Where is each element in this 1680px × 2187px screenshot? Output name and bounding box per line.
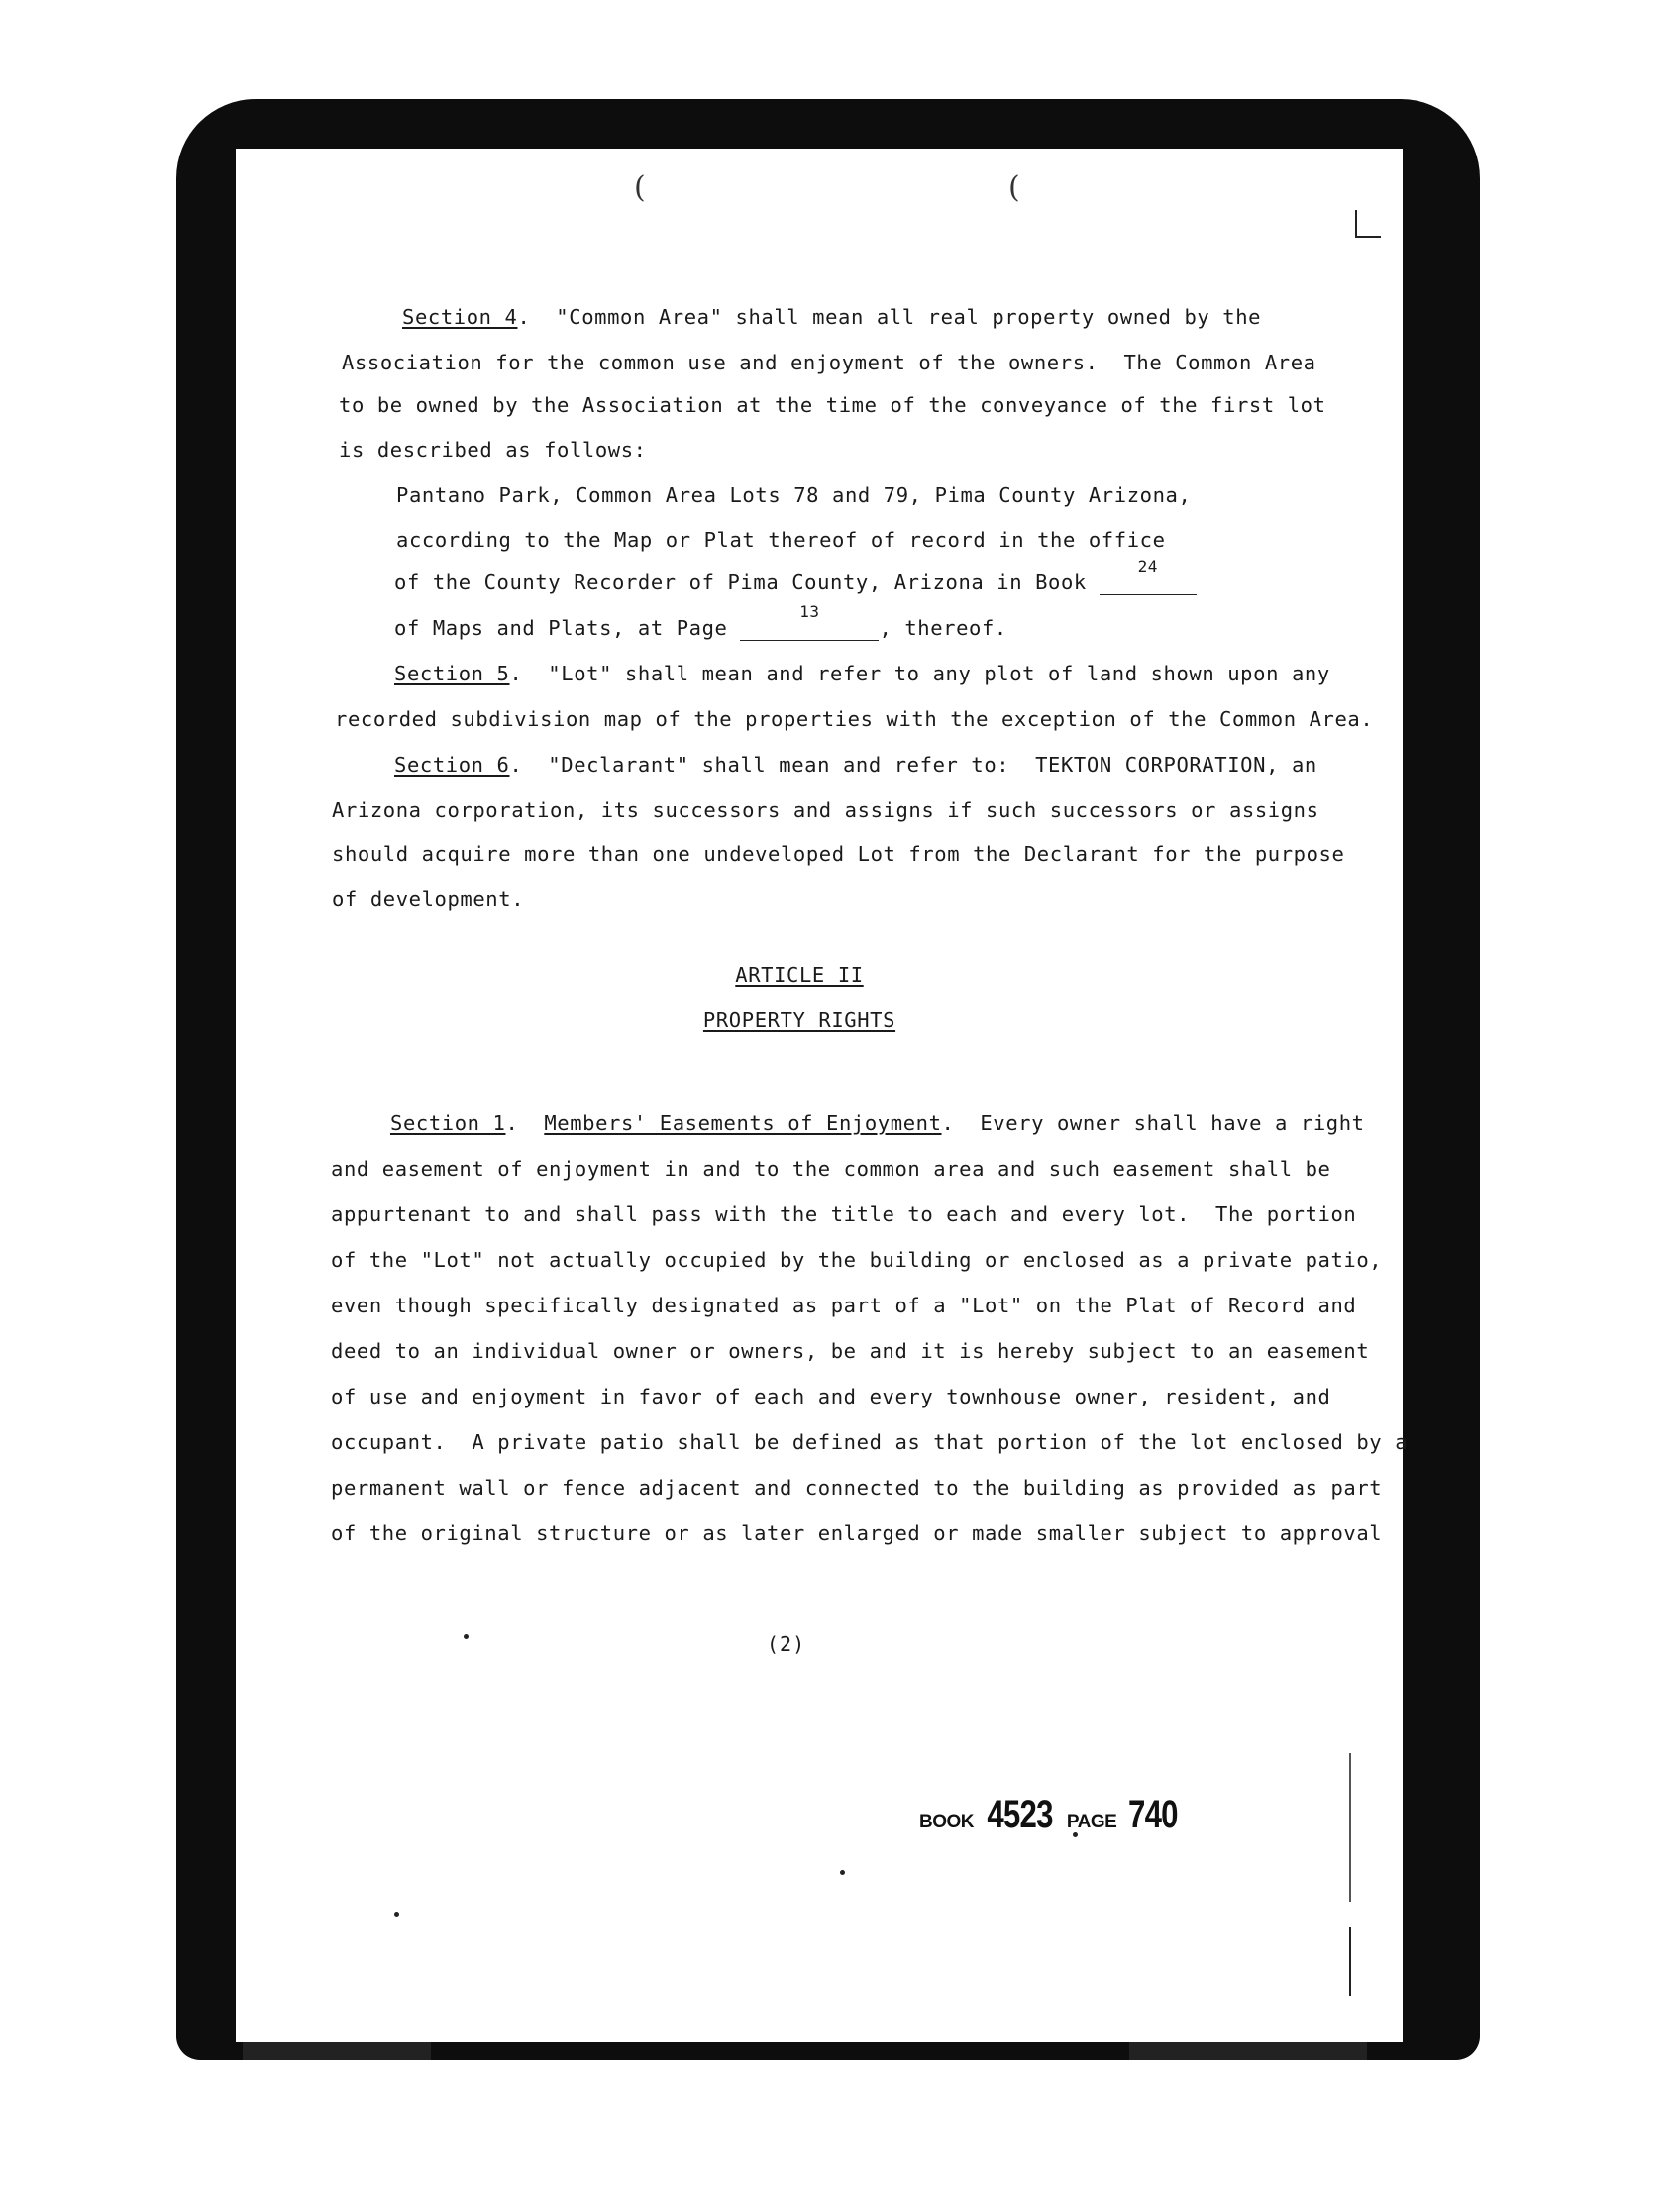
section1-line5: even though specifically designated as part of a "Lot" on the Plat of Record and (331, 1294, 1357, 1317)
section1-line3: appurtenant to and shall pass with the title to each and every lot. The portion (331, 1202, 1357, 1226)
margin-mark-right: ( (1008, 170, 1020, 205)
section6-line4: of development. (332, 887, 525, 911)
section4-desc3: of the County Recorder of Pima County, Arizona in Book 24 (394, 571, 1197, 595)
section6-line1: Section 6. "Declarant" shall mean and refer to: TEKTON CORPORATION, an (394, 753, 1317, 777)
corner-mark-base (1355, 236, 1381, 238)
section6-line3: should acquire more than one undeveloped Lot from the Declarant for the purpose (332, 842, 1345, 866)
document-page (236, 149, 1409, 2042)
book-page-stamp (919, 1793, 1185, 1837)
section1-line2: and easement of enjoyment in and to the common area and such easement shall be (331, 1157, 1331, 1181)
scan-speck (840, 1870, 845, 1875)
corner-mark (1355, 210, 1357, 238)
scan-edge-right (1129, 2040, 1367, 2060)
scan-edge-left (243, 2040, 431, 2060)
scan-speck (1073, 1832, 1078, 1837)
section1-line7: of use and enjoyment in favor of each and every townhouse owner, resident, and (331, 1385, 1331, 1408)
page-value: 740 (1127, 1793, 1178, 1836)
section4-line1: Section 4. "Common Area" shall mean all real property owned by the (402, 305, 1262, 329)
section1-line1: Section 1. Members' Easements of Enjoyment. Every owner shall have a right (390, 1111, 1365, 1135)
section5-line1: Section 5. "Lot" shall mean and refer to any plot of land shown upon any (394, 662, 1330, 685)
section1-line4: of the "Lot" not actually occupied by the building or enclosed as a private patio, (331, 1248, 1383, 1272)
section6-line2: Arizona corporation, its successors and assigns if such successors or assigns (332, 798, 1319, 822)
section1-line8: occupant. A private patio shall be defined as that portion of the lot enclosed by a (331, 1430, 1409, 1454)
section5-heading: Section 5 (394, 662, 510, 685)
section4-line3: to be owned by the Association at the time of the conveyance of the first lot (339, 393, 1326, 417)
section1-line6: deed to an individual owner or owners, be and it is hereby subject to an easement (331, 1339, 1370, 1363)
section1-heading: Section 1 (390, 1111, 506, 1135)
scan-speck (464, 1634, 469, 1639)
section6-heading: Section 6 (394, 753, 510, 777)
section4-desc2: according to the Map or Plat thereof of record in the office (396, 528, 1166, 552)
page-number-field: 13 (740, 616, 879, 641)
section1-line10: of the original structure or as later enlarged or made smaller subject to approval (331, 1521, 1383, 1545)
section4-desc1: Pantano Park, Common Area Lots 78 and 79, Pima County Arizona, (396, 483, 1192, 507)
article-number: ARTICLE II (735, 963, 864, 987)
book-label: BOOK (919, 1812, 974, 1832)
section4-line4: is described as follows: (339, 438, 647, 462)
margin-mark-left: ( (634, 170, 646, 205)
article-title: PROPERTY RIGHTS (702, 1008, 896, 1032)
page-label-small: PAGE (1066, 1812, 1117, 1832)
margin-rule (1349, 1753, 1351, 1902)
page-number: (2) (767, 1632, 806, 1656)
margin-rule-lower (1349, 1927, 1351, 1996)
scan-speck (394, 1912, 399, 1917)
section4-desc4: of Maps and Plats, at Page 13 , thereof. (394, 602, 1007, 640)
section5-line2: recorded subdivision map of the properties with the exception of the Common Area. (335, 707, 1374, 731)
section1-subheading: Members' Easements of Enjoyment (544, 1111, 942, 1135)
section4-heading: Section 4 (402, 305, 518, 329)
section1-line9: permanent wall or fence adjacent and connected to the building as provided as part (331, 1476, 1383, 1500)
section4-line2: Association for the common use and enjoyment of the owners. The Common Area (342, 351, 1316, 374)
book-number-field: 24 (1100, 571, 1197, 595)
book-value: 4523 (987, 1793, 1054, 1836)
